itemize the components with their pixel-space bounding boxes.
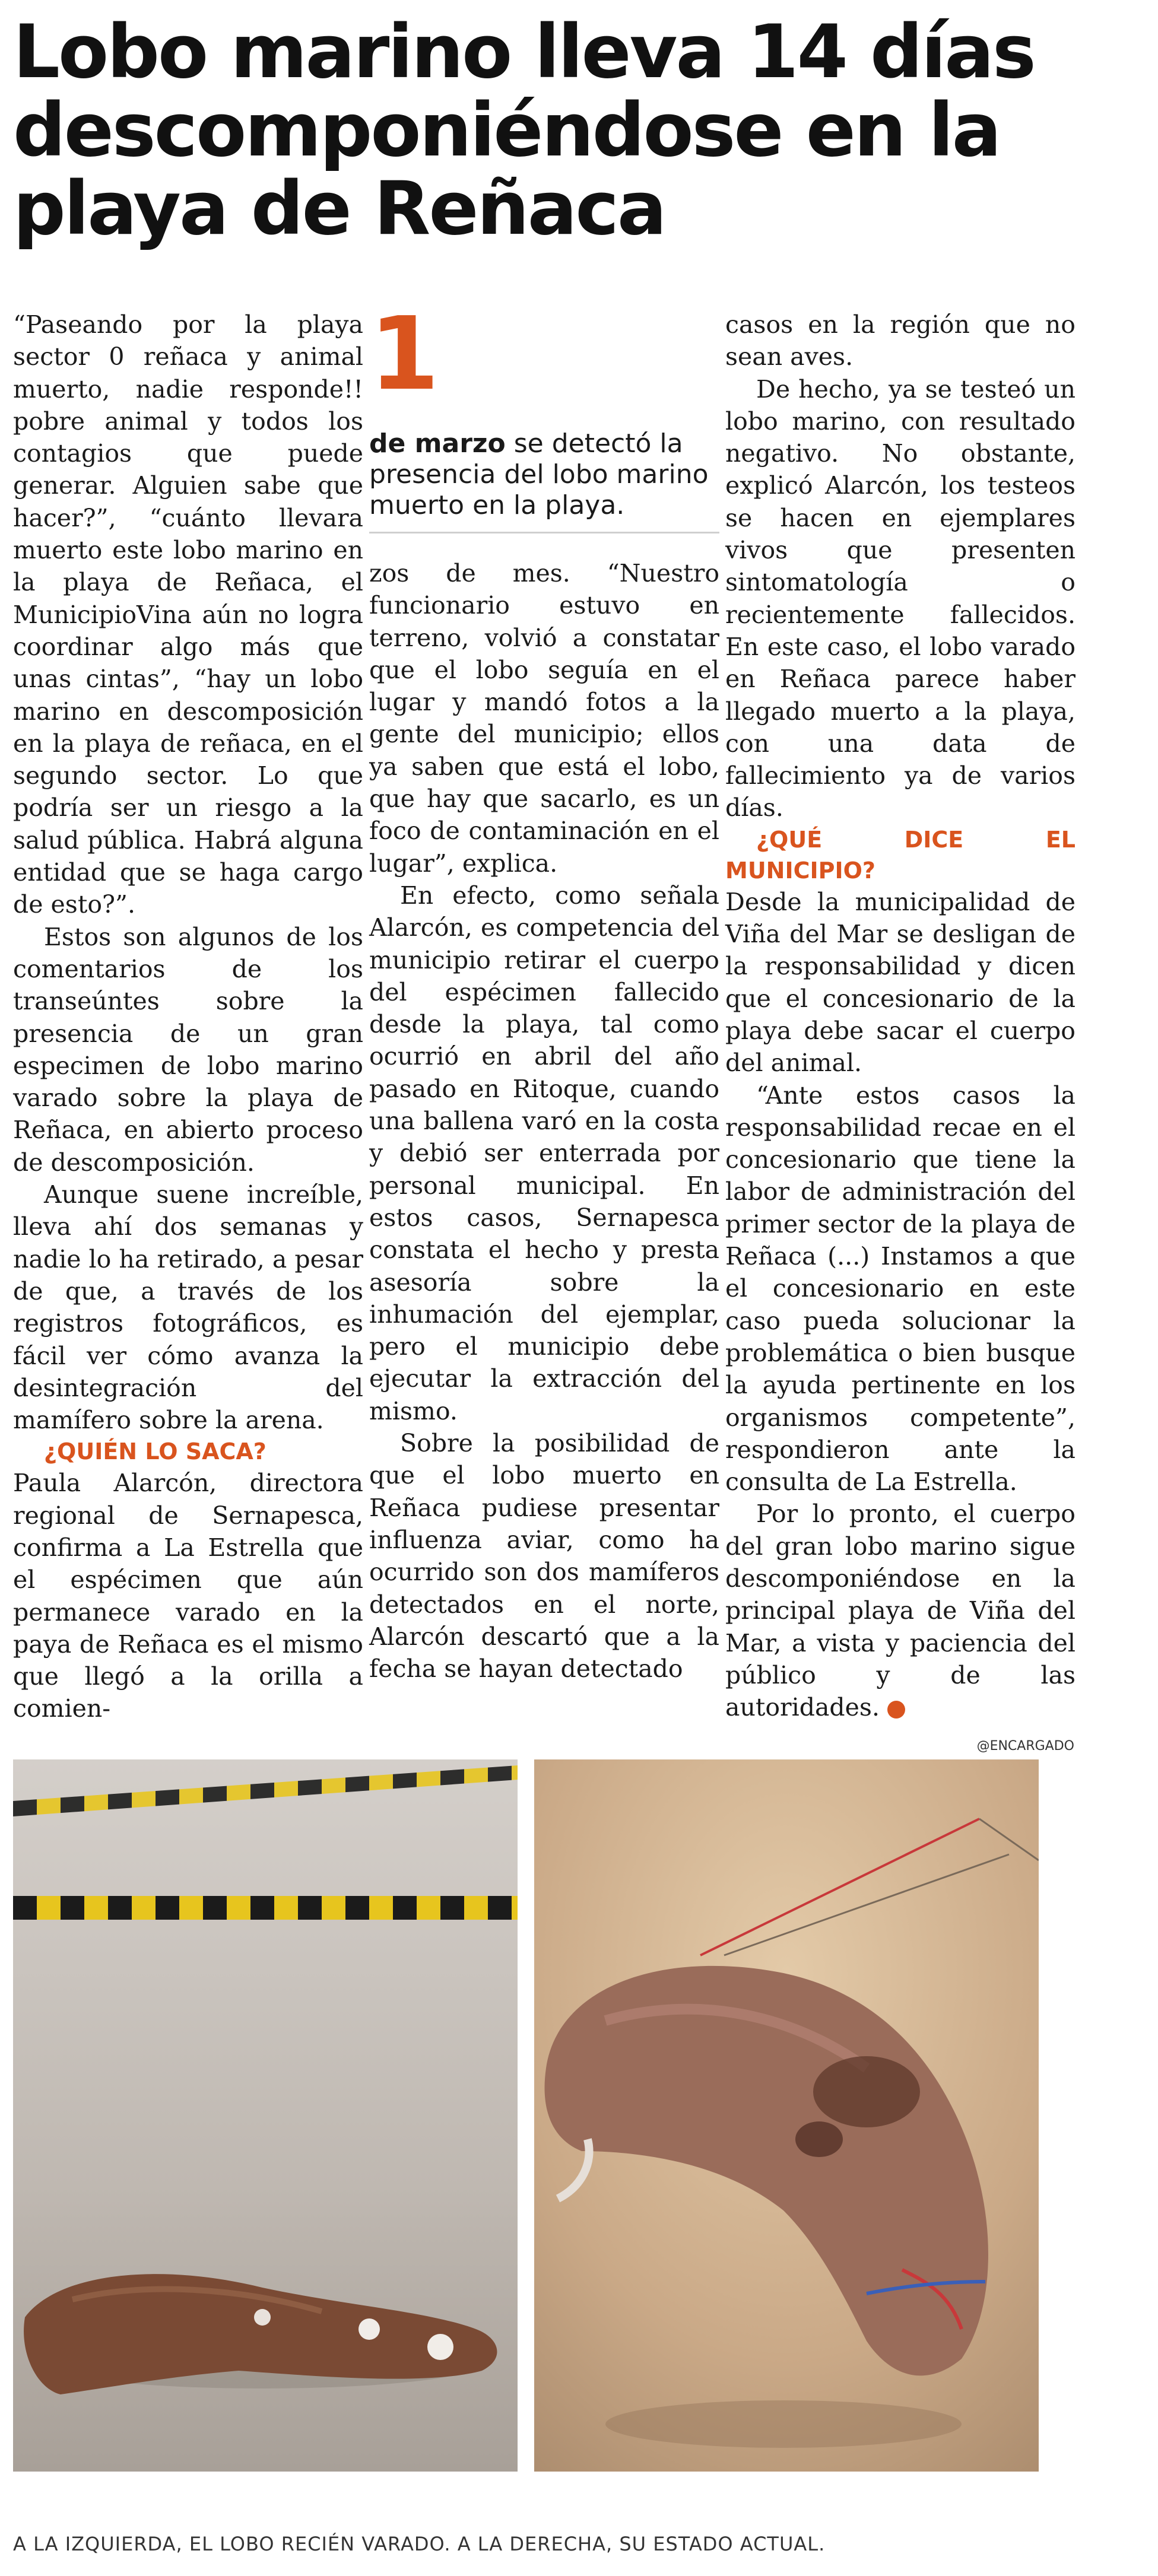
paragraph: Estos son algunos de los comentarios de los transeúntes sobre la presencia de un gran especimen de lobo marino varado sobre la playa de Reñaca, en abierto proceso de descomposición.	[13, 922, 363, 1177]
paragraph: Sobre la posibilidad de que el lobo muerto en Reñaca pudiese presentar influenza aviar, como ha ocurrido son dos mamíferos detectados en el norte, Alarcón descartó que a la fecha se hayan detectado	[369, 1429, 719, 1684]
paragraph: De hecho, ya se testeó un lobo marino, con resultado negativo. No obstante, explicó Alarcón, los testeos se hacen en ejemplares vivos que presenten sintomatología o recientemente fallecidos. En este caso, el lobo varado en Reñaca parece haber llegado muerto a la playa, con una data de fallecimiento ya de varios días.	[725, 374, 1075, 822]
article-column-1	[13, 309, 363, 1725]
photo-illustration	[534, 1759, 1039, 2472]
headline: Lobo marino lleva 14 días descomponiéndose en la playa de Reñaca	[13, 9, 1035, 252]
fact-text	[369, 428, 719, 521]
paragraph: Aunque suene increíble, lleva ahí dos semanas y nadie lo ha retirado, a pesar de que, a través de los registros fotográficos, es fácil ver cómo avanza la desintegración del mamífero sobre la arena.	[13, 1180, 363, 1435]
fact-box	[369, 296, 719, 533]
paragraph: En efecto, como señala Alarcón, es competencia del municipio retirar el cuerpo del espécimen fallecido desde la playa, tal como ocurrió en abril del año pasado en Ritoque, cuando una ballena varó en la costa y debió ser enterrada por personal municipal. En estos casos, Sernapesca constata el hecho y presta asesoría sobre la inhumación del ejemplar, pero el municipio debe ejecutar la extracción del mismo.	[369, 881, 719, 1425]
paragraph: “Ante estos casos la responsabilidad recae en el concesionario que tiene la labor de administración del primer sector de la playa de Reñaca (...) Instamos a que el concesionario en este caso pueda solucionar la problemática o bien busque la ayuda pertinente en los organismos competente”, respondieron ante la consulta de La Estrella.	[725, 1081, 1075, 1497]
paragraph: casos en la región que no sean aves.	[725, 310, 1075, 371]
photo-sea-lion-current	[534, 1759, 1039, 2472]
end-mark-icon: ✪	[887, 1701, 905, 1719]
paragraph: Desde la municipalidad de Viña del Mar se desligan de la responsabilidad y dicen que el concesionario de la playa debe sacar el cuerpo del animal.	[725, 887, 1075, 1078]
article-column-3	[725, 309, 1075, 1723]
fact-number: 1	[369, 296, 440, 413]
photo-sea-lion-recent	[13, 1759, 518, 2472]
photo-illustration	[13, 1759, 518, 2472]
paragraph-text: Por lo pronto, el cuerpo del gran lobo marino sigue descomponiéndose en la principal playa de Viña del Mar, a vista y paciencia del público y de las autoridades.	[725, 1500, 1075, 1722]
paragraph: zos de mes. “Nuestro funcionario estuvo en terreno, volvió a constatar que el lobo seguía en el lugar y mandó fotos a la gente del municipio; ellos ya saben que está el lobo, que hay que sacarlo, es un foco de contaminación en el lugar”, explica.	[369, 559, 719, 878]
paragraph: “Paseando por la playa sector 0 reñaca y animal muerto, nadie responde!! pobre animal y todos los contagios que puede generar. Alguien sabe que hacer?”, “cuánto llevara muerto este lobo marino en la playa de Reñaca, el MunicipioVina aún no logra coordinar algo más que unas cintas”, “hay un lobo marino en descomposición en la playa de reñaca, en el segundo sector. Lo que podría ser un riesgo a la salud pública. Habrá alguna entidad que se haga cargo de esto?”.	[13, 310, 363, 919]
article-column-2	[369, 296, 719, 1685]
paragraph: Paula Alarcón, directora regional de Sernapesca, confirma a La Estrella que el espécimen que aún permanece varado en la paya de Reñaca es el mismo que llegó a la orilla a comien-	[13, 1469, 363, 1723]
section-subhead: ¿QUÉ DICE EL MUNICIPIO?	[725, 826, 1075, 884]
fact-lead: de marzo	[369, 428, 506, 459]
fact-body: se detectó la presencia del lobo marino muerto en la playa.	[369, 428, 709, 520]
section-subhead: ¿QUIÉN LO SACA?	[44, 1438, 267, 1465]
photo-caption: A LA IZQUIERDA, EL LOBO RECIÉN VARADO. A LA DERECHA, SU ESTADO ACTUAL.	[13, 2533, 826, 2555]
photo-credit: @ENCARGADO	[976, 1739, 1074, 1754]
paragraph	[725, 1498, 1075, 1723]
